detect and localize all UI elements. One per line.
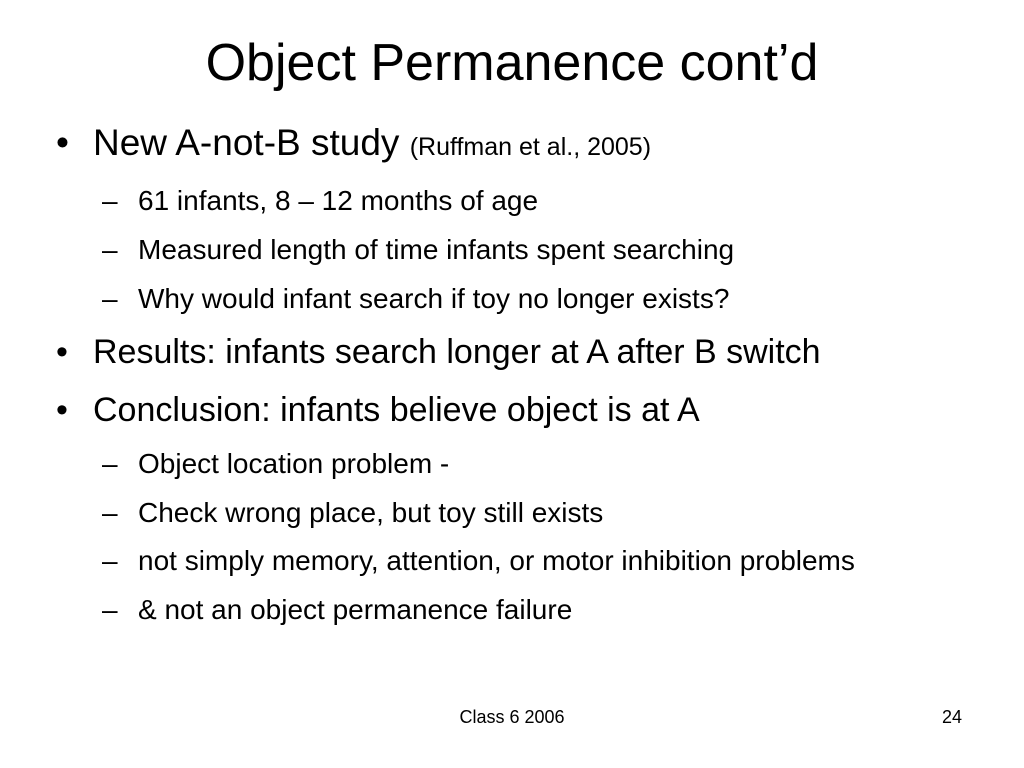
dash-icon: – [102, 185, 118, 216]
bullet-icon: • [56, 333, 68, 371]
bullet-item-results [56, 323, 976, 381]
sub-bullet-item [56, 585, 976, 634]
sub-bullet-item [56, 225, 976, 274]
bullet-text: Conclusion: infants believe object is at A [93, 391, 700, 429]
bullet-list [56, 114, 976, 634]
sub-bullet-text: Check wrong place, but toy still exists [138, 497, 604, 528]
dash-icon: – [102, 497, 118, 528]
footer-label: Class 6 2006 [459, 707, 565, 727]
sub-bullet-text: 61 infants, 8 – 12 months of age [138, 185, 539, 216]
dash-icon: – [102, 594, 118, 625]
bullet-icon: • [56, 391, 68, 429]
bullet-text: New A-not-B study [93, 122, 400, 163]
dash-icon: – [102, 234, 118, 265]
bullet-item-study [56, 114, 976, 176]
sub-bullet-text: & not an object permanence failure [138, 594, 573, 625]
dash-icon: – [102, 283, 118, 314]
sub-bullet-item [56, 488, 976, 537]
bullet-icon: • [56, 122, 69, 163]
slide-title: Object Permanence cont’d [205, 34, 819, 92]
sub-bullet-text: Why would infant search if toy no longer exists? [138, 283, 730, 314]
sub-bullet-item [56, 537, 898, 585]
dash-icon: – [102, 448, 118, 479]
page-number: 24 [941, 707, 962, 727]
sub-bullet-item [56, 176, 976, 225]
sub-bullet-text: Object location problem - [138, 448, 450, 479]
citation-text: (Ruffman et al., 2005) [409, 133, 652, 161]
sub-bullet-text: not simply memory, attention, or motor inhibition problems [138, 545, 855, 576]
sub-bullet-item [56, 274, 976, 323]
sub-bullet-item [56, 439, 976, 488]
bullet-item-conclusion [56, 381, 976, 439]
sub-bullet-text: Measured length of time infants spent searching [138, 234, 735, 265]
bullet-text: Results: infants search longer at A after B switch [93, 333, 821, 371]
dash-icon: – [102, 545, 118, 576]
